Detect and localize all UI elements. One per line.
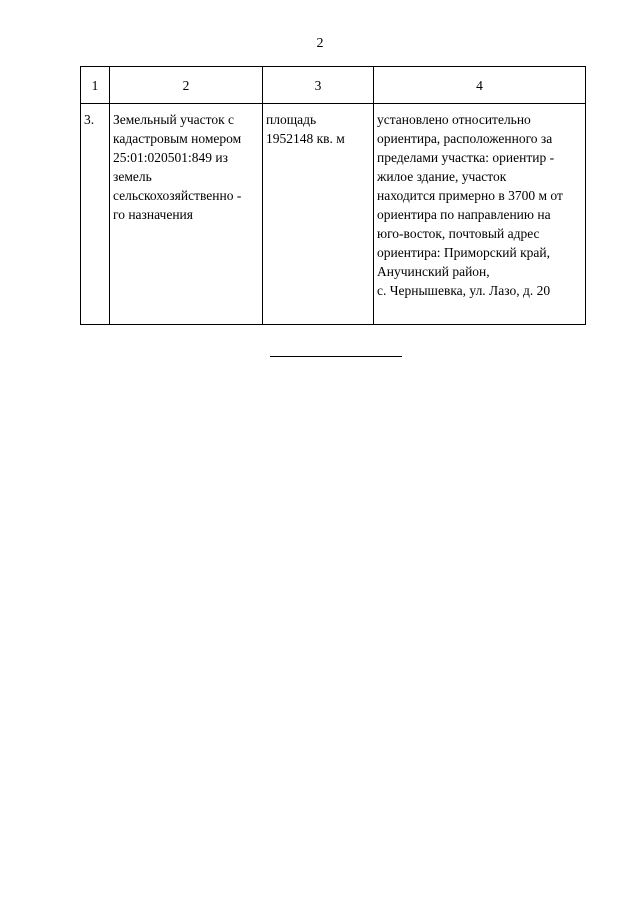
page-number: 2 [316, 36, 324, 51]
table-header-row [81, 67, 586, 104]
plot-location: установлено относительно ориентира, расположенного за пределами участка: ориентир - жилое здание, участок находится примерно в 3700 м от ориентира по направлению на юго-восток, почтовый адрес ориентира: Приморский край, Анучинский район, с. Чернышевка, ул. Лазо, д. 20 [377, 112, 563, 298]
table-row [81, 104, 586, 325]
column-header-2: 2 [110, 67, 263, 104]
row-number-cell [81, 104, 110, 325]
description-cell [110, 104, 263, 325]
end-separator-line [270, 356, 402, 357]
row-number: 3. [84, 112, 95, 127]
column-header-4: 4 [374, 67, 586, 104]
land-plot-table [80, 66, 586, 325]
area-cell [263, 104, 374, 325]
column-header-3: 3 [263, 67, 374, 104]
plot-description: Земельный участок с кадастровым номером 25:01:020501:849 из земель сельскохозяйственно - го назначения [113, 112, 242, 222]
plot-area: площадь 1952148 кв. м [266, 112, 345, 146]
column-header-1: 1 [81, 67, 110, 104]
location-cell [374, 104, 586, 325]
